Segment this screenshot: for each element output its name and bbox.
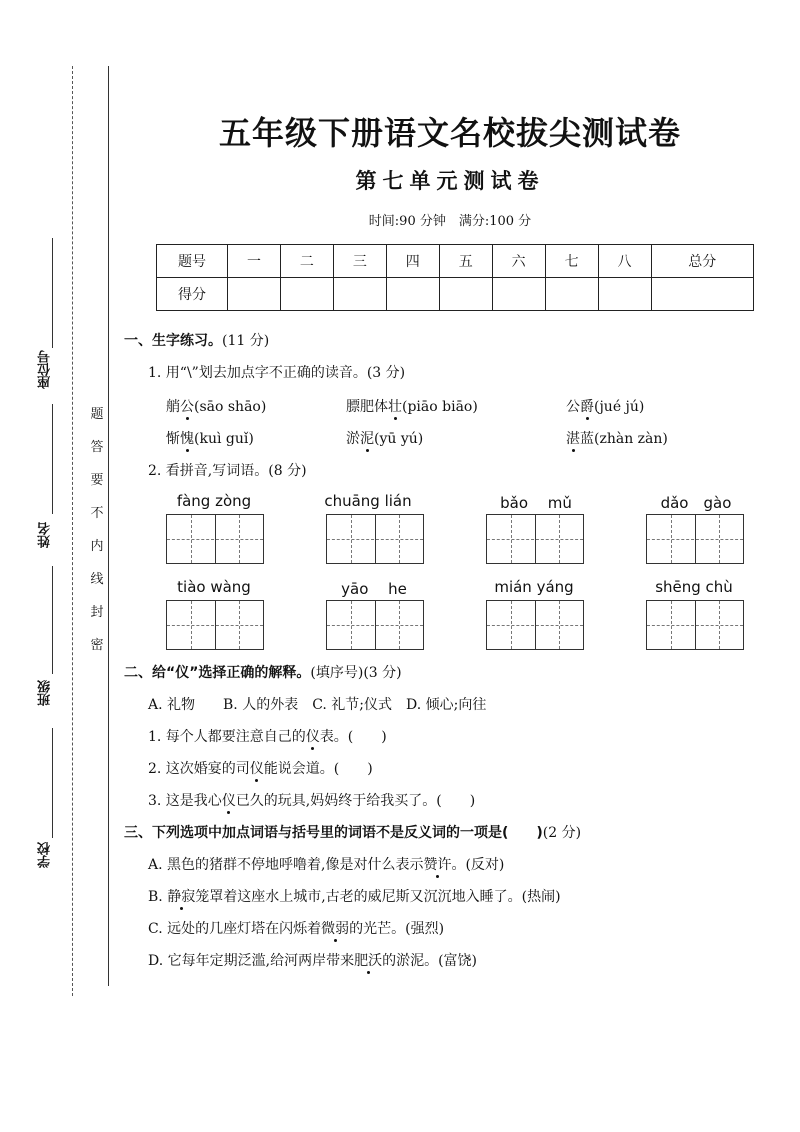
time-info: 时间:90 分钟 满分:100 分 (368, 214, 532, 229)
score-cell[interactable] (492, 278, 545, 311)
section-1-heading (124, 330, 269, 350)
name-label: 姓名 (38, 522, 53, 548)
section-points: (2 分) (542, 825, 582, 841)
table-cell: 四 (386, 245, 439, 278)
seal-char: 不 (90, 506, 104, 521)
score-cell[interactable] (545, 278, 598, 311)
seal-char: 题 (90, 407, 104, 422)
reading-item: 湛蓝(zhàn zàn) (566, 431, 668, 447)
score-cell[interactable] (280, 278, 333, 311)
pinyin-label: mián yáng (494, 578, 574, 596)
score-table (156, 244, 754, 311)
writing-grid[interactable] (166, 600, 264, 650)
seal-line-text (86, 398, 108, 662)
writing-grid[interactable] (646, 514, 744, 564)
section-points: (填序号)(3 分) (310, 665, 402, 681)
question-item: 2. 这次婚宴的司仪能说会道。( ) (148, 761, 373, 777)
pinyin-label: chuāng lián (324, 492, 412, 510)
seal-char: 要 (90, 473, 104, 488)
option-d: D. 它每年定期泛滥,给河两岸带来肥沃的淤泥。(富饶) (148, 953, 478, 969)
writing-grid[interactable] (486, 514, 584, 564)
table-cell: 三 (333, 245, 386, 278)
name-field[interactable] (52, 404, 53, 514)
writing-grid[interactable] (646, 600, 744, 650)
score-cell[interactable] (651, 278, 754, 311)
page-title: 五年级下册语文名校拔尖测试卷 (218, 114, 681, 152)
score-cell[interactable] (386, 278, 439, 311)
seal-char: 答 (90, 440, 104, 455)
pinyin-label: yāo he (341, 580, 407, 598)
cut-line (72, 66, 73, 996)
score-cell[interactable] (439, 278, 492, 311)
score-row (157, 278, 754, 311)
section-points: (11 分) (222, 333, 270, 349)
seat-label: 座位号 (38, 350, 53, 389)
seal-char: 封 (90, 605, 104, 620)
pinyin-label: dǎo gào (660, 494, 732, 512)
reading-item: 膘肥体壮(piāo biāo) (346, 399, 478, 415)
writing-grid[interactable] (326, 600, 424, 650)
section-title: 一、生字练习。 (124, 333, 222, 349)
class-field[interactable] (52, 566, 53, 674)
pinyin-label: fàng zòng (176, 492, 252, 510)
class-label: 班级 (38, 680, 53, 706)
margin-line (108, 66, 109, 986)
page-subtitle: 第七单元测试卷 (355, 168, 545, 193)
question-item: 3. 这是我心仪已久的玩具,妈妈终于给我买了。( ) (148, 793, 476, 809)
pinyin-label: bǎo mǔ (500, 494, 572, 512)
pinyin-label: tiào wàng (177, 578, 251, 596)
option-a: A. 黑色的猪群不停地呼噜着,像是对什么表示赞许。(反对) (148, 857, 505, 873)
question-1: 1. 用“\”划去加点字不正确的读音。(3 分) (148, 365, 406, 381)
school-field[interactable] (52, 728, 53, 838)
table-cell: 五 (439, 245, 492, 278)
seal-char: 密 (90, 638, 104, 653)
table-cell: 题号 (157, 245, 228, 278)
section-title: 三、下列选项中加点词语与括号里的词语不是反义词的一项是( ) (124, 825, 543, 841)
option-c: C. 远处的几座灯塔在闪烁着微弱的光芒。(强烈) (148, 921, 445, 937)
writing-grid[interactable] (166, 514, 264, 564)
table-cell: 六 (492, 245, 545, 278)
seal-char: 线 (90, 572, 104, 587)
score-header-row (157, 245, 754, 278)
table-cell: 得分 (157, 278, 228, 311)
reading-item: 艄公(sāo shāo) (166, 399, 267, 415)
pinyin-label: shēng chù (655, 578, 733, 596)
table-cell: 一 (228, 245, 281, 278)
section-title: 二、给“仪”选择正确的解释。 (124, 665, 311, 681)
options-line: A. 礼物 B. 人的外表 C. 礼节;仪式 D. 倾心;向往 (148, 697, 487, 713)
question-2: 2. 看拼音,写词语。(8 分) (148, 463, 307, 479)
section-3-heading (124, 822, 581, 842)
table-cell: 二 (280, 245, 333, 278)
reading-item: 淤泥(yū yú) (346, 431, 424, 447)
section-2-heading (124, 662, 402, 682)
question-item: 1. 每个人都要注意自己的仪表。( ) (148, 729, 387, 745)
score-cell[interactable] (228, 278, 281, 311)
table-cell: 总分 (651, 245, 754, 278)
score-cell[interactable] (333, 278, 386, 311)
writing-grid[interactable] (486, 600, 584, 650)
reading-item: 公爵(jué jú) (566, 399, 645, 415)
score-cell[interactable] (598, 278, 651, 311)
option-b: B. 静寂笼罩着这座水上城市,古老的威尼斯又沉沉地入睡了。(热闹) (148, 889, 561, 905)
reading-item: 惭愧(kuì guǐ) (166, 431, 254, 447)
school-label: 学校 (38, 842, 53, 868)
table-cell: 七 (545, 245, 598, 278)
table-cell: 八 (598, 245, 651, 278)
writing-grid[interactable] (326, 514, 424, 564)
seat-field[interactable] (52, 238, 53, 348)
seal-char: 内 (90, 539, 104, 554)
